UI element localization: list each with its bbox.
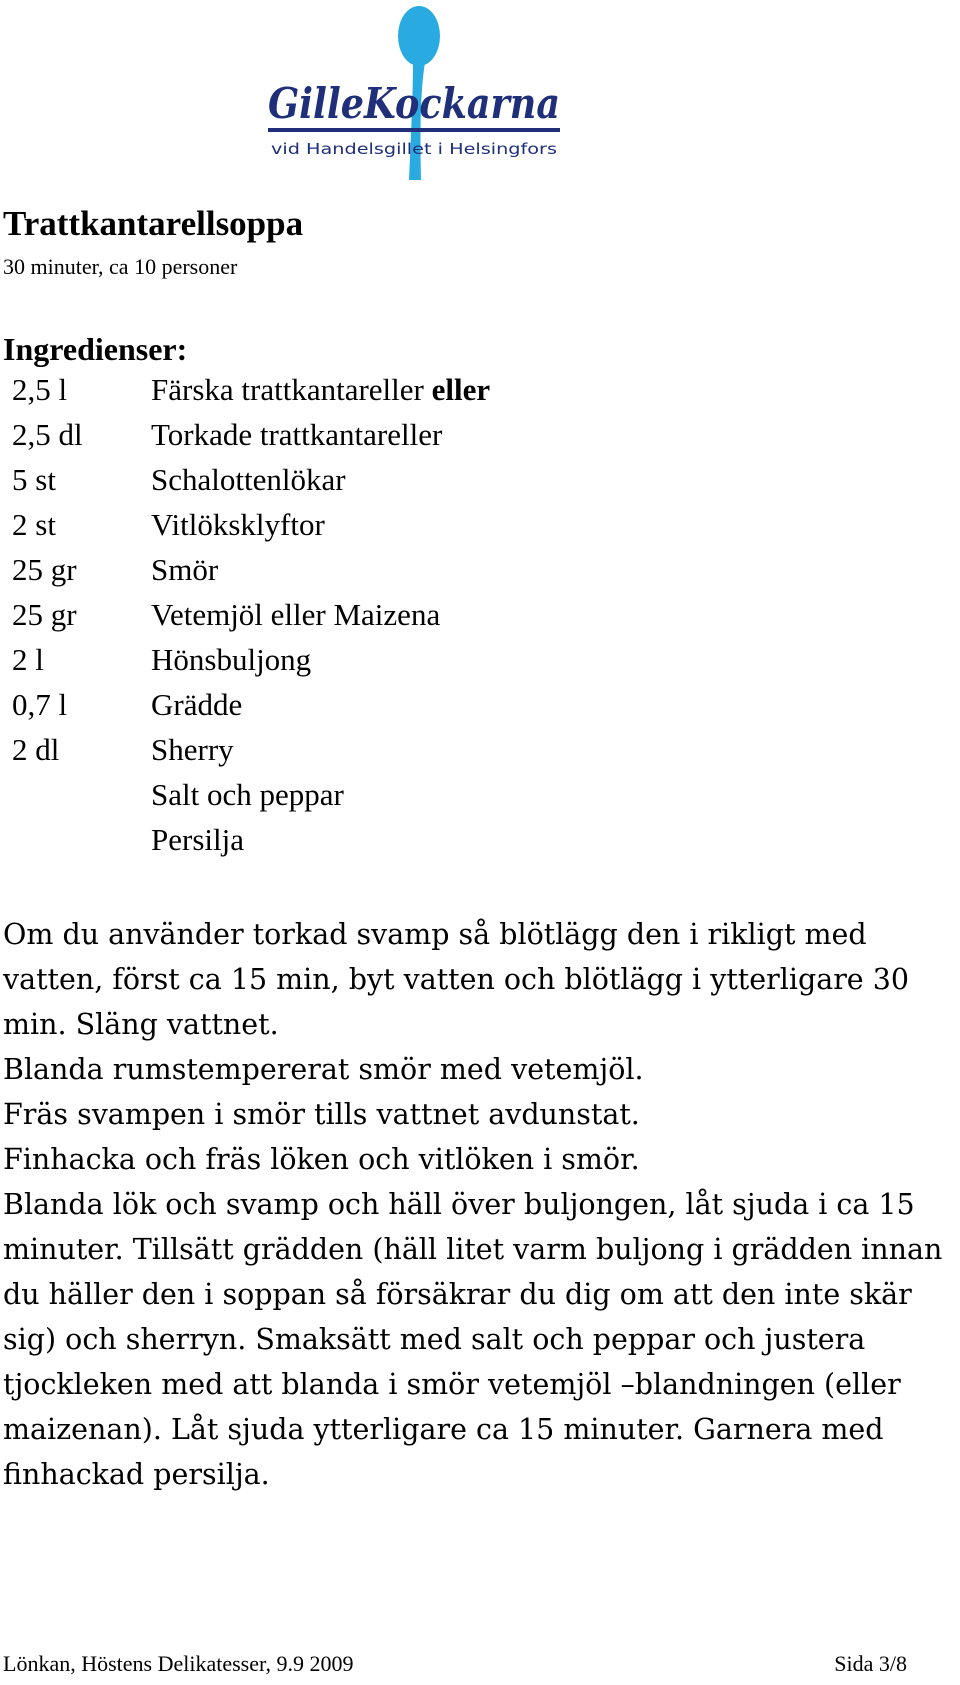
ingredient-name: Schalottenlökar: [151, 462, 346, 497]
ingredient-quantity: 0,7 l: [12, 687, 68, 722]
instruction-step: Fräs svampen i smör tills vattnet avdunstat.: [3, 1098, 640, 1131]
logo-tagline-text: vid Handelsgillet i Helsingfors: [271, 140, 558, 158]
ingredient-list: [0, 372, 960, 867]
ingredient-name: Vetemjöl eller Maizena: [151, 597, 441, 632]
footer-source: Lönkan, Höstens Delikatesser, 9.9 2009: [3, 1651, 354, 1676]
ingredient-quantity: 25 gr: [12, 552, 77, 587]
ingredient-quantity: 25 gr: [12, 597, 77, 632]
ingredients-heading: Ingredienser:: [3, 331, 188, 367]
ingredient-quantity: 2 dl: [12, 732, 60, 767]
ingredient-row: [0, 372, 960, 417]
ingredient-row: [0, 597, 960, 642]
ingredient-name: Torkade trattkantareller: [151, 417, 443, 452]
ingredient-name: Smör: [151, 552, 219, 587]
ingredient-name: [151, 372, 490, 408]
ingredient-name: Persilja: [151, 822, 244, 857]
ingredient-row: [0, 552, 960, 597]
logo-brand-text: GilleKockarna: [268, 79, 560, 128]
ingredient-row: [0, 417, 960, 462]
ingredient-row: [0, 462, 960, 507]
ingredient-row: [0, 687, 960, 732]
instructions: [3, 912, 958, 1497]
page-number: Sida 3/8: [834, 1651, 907, 1676]
ingredient-row: [0, 642, 960, 687]
ingredient-quantity: 2 st: [12, 507, 56, 542]
ingredient-name: Hönsbuljong: [151, 642, 312, 677]
ingredient-name-text: Färska trattkantareller: [151, 372, 424, 407]
instruction-step: Blanda rumstempererat smör med vetemjöl.: [3, 1053, 644, 1086]
ingredient-name: Sherry: [151, 732, 234, 767]
ingredient-quantity: 2,5 dl: [12, 417, 83, 452]
ingredient-emphasis: eller: [431, 372, 491, 407]
ingredient-quantity: 5 st: [12, 462, 56, 497]
ingredient-row: [0, 732, 960, 777]
ingredient-quantity: 2 l: [12, 642, 44, 677]
gillekockarna-logo: [262, 4, 572, 184]
recipe-meta: 30 minuter, ca 10 personer: [3, 254, 238, 279]
ingredient-row: [0, 822, 960, 867]
ingredient-quantity: 2,5 l: [12, 372, 68, 407]
instruction-step: Om du använder torkad svamp så blötlägg den i rikligt med vatten, först ca 15 min, byt vatten och blötlägg i ytterligare 30 min. Släng vattnet.: [3, 918, 910, 1041]
ingredient-row: [0, 507, 960, 552]
ingredient-name: Salt och peppar: [151, 777, 344, 812]
ingredient-name: Vitlöksklyftor: [151, 507, 325, 542]
ingredient-row: [0, 777, 960, 822]
ingredient-name: Grädde: [151, 687, 243, 722]
instruction-step: Finhacka och fräs löken och vitlöken i smör.: [3, 1143, 640, 1176]
logo-underline: [268, 128, 560, 132]
recipe-title: Trattkantarellsoppa: [3, 204, 304, 243]
instruction-step: Blanda lök och svamp och häll över buljongen, låt sjuda i ca 15 minuter. Tillsätt grädden (häll litet varm buljong i grädden innan du häller den i soppan så försäkrar du dig om att den inte skär sig) och sherryn. Smaksätt med salt och peppar och justera tjockleken med att blanda i smör vetemjöl –blandningen (eller maizenan). Låt sjuda ytterligare ca 15 minuter. Garnera med finhackad persilja.: [3, 1188, 943, 1491]
logo-graphic: [262, 4, 572, 184]
